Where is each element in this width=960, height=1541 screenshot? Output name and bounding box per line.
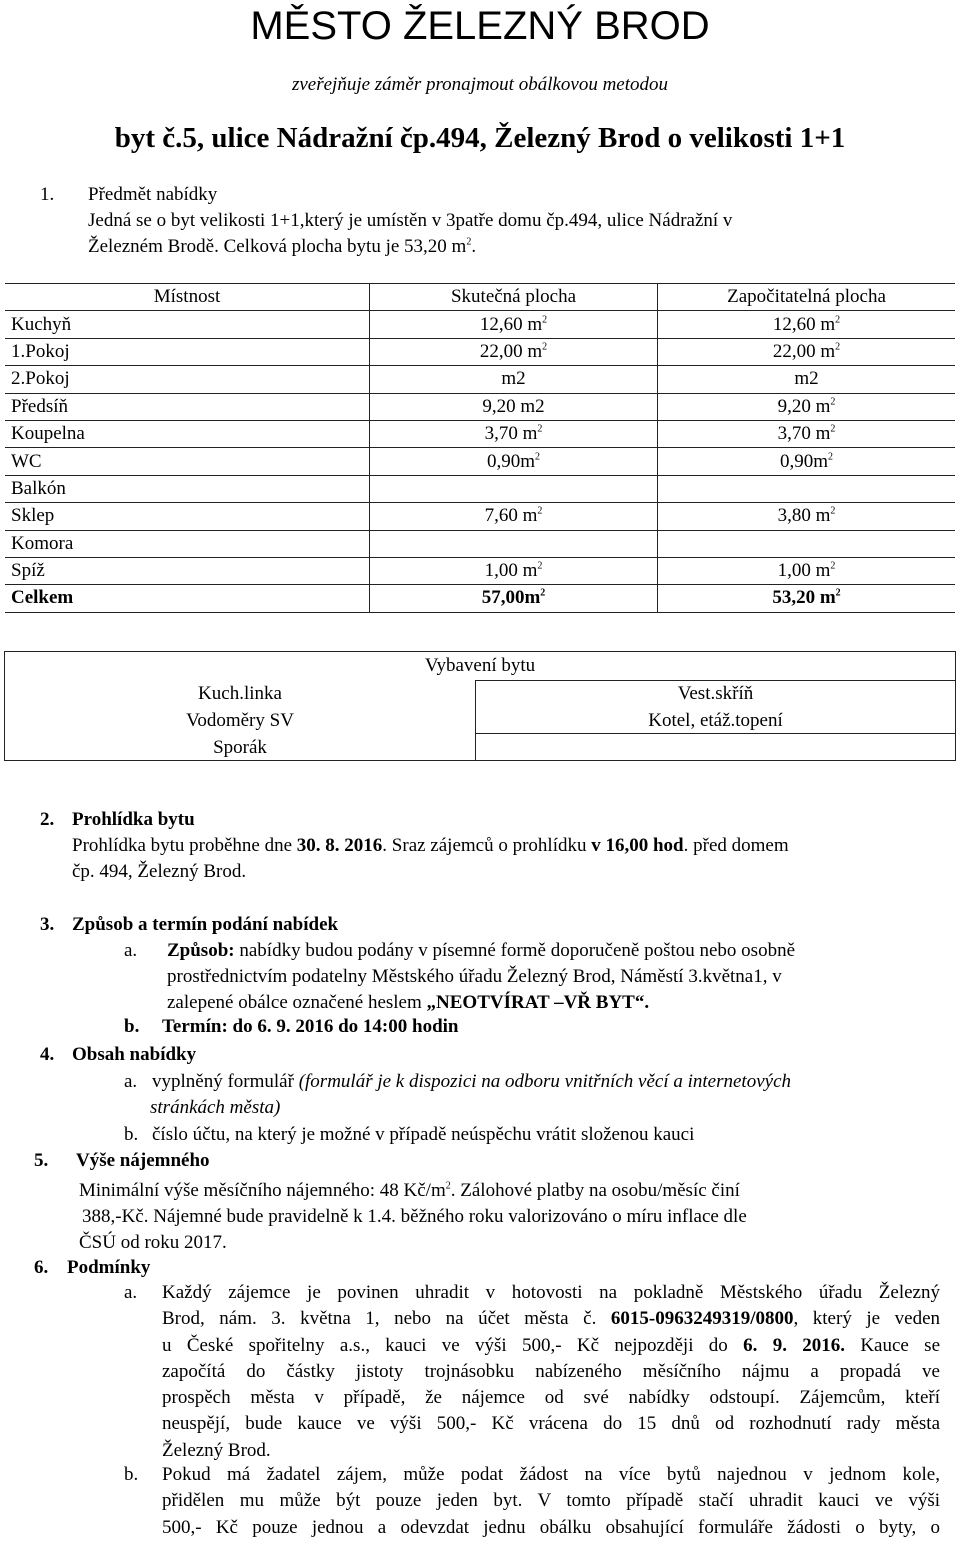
room-real-area-value: 22,00 m (479, 340, 543, 362)
equipment-left-column (5, 680, 476, 760)
equipment-title: Vybavení bytu (424, 655, 536, 676)
equipment-divider (476, 680, 955, 681)
page-title: MĚSTO ŽELEZNÝ BROD (250, 4, 710, 48)
superscript: 2 (535, 451, 541, 463)
section-1-heading: Předmět nabídky (88, 184, 218, 205)
section-3-number: 3. (40, 914, 55, 935)
section-2-number: 2. (40, 809, 55, 830)
room-counted-area (658, 393, 956, 420)
room-real-area-value: m2 (501, 368, 526, 390)
list-marker: a. (124, 940, 138, 961)
superscript: 2 (835, 314, 841, 326)
room-name (5, 420, 370, 447)
room-counted-area-value: 1,00 m (777, 560, 831, 582)
room-counted-area-value: 3,70 m (777, 423, 831, 445)
text: Prohlídka bytu proběhne dne (72, 835, 297, 856)
room-real-area (370, 311, 658, 338)
room-counted-area (658, 448, 956, 475)
room-name (5, 448, 370, 475)
section-6-number: 6. (34, 1257, 49, 1278)
superscript: 2 (830, 423, 836, 435)
page-subtitle: zveřejňuje záměr pronajmout obálkovou metodou (291, 74, 669, 95)
section-5-line1 (79, 1178, 740, 1204)
section-2-line1 (72, 833, 789, 859)
room-real-area-value: 12,60 m (479, 313, 543, 335)
room-name (5, 393, 370, 420)
section-3b-deadline: Termín: do 6. 9. 2016 do 14:00 hodin (162, 1016, 459, 1037)
total-row (5, 585, 955, 612)
room-real-area (370, 338, 658, 365)
text: Kauce se (845, 1334, 940, 1356)
total-label-value: Celkem (11, 587, 74, 609)
room-counted-area (658, 338, 956, 365)
text-line: Pokud má žadatel zájem, může podat žádost na více bytů najednou v jednom kole, (162, 1464, 940, 1485)
total-label (5, 585, 370, 612)
text: , který je veden (793, 1308, 940, 1330)
section-3-heading: Způsob a termín podání nabídek (72, 914, 339, 935)
equipment-item: Sporák (213, 737, 267, 758)
deposit-deadline: 6. 9. 2016. (743, 1334, 846, 1356)
text: nabídky budou podány v písemné formě doporučeně poštou nebo osobně (234, 940, 795, 961)
text-line: 500,- Kč pouze jednou a odevzdat jednu obálku obsahující formuláře žádosti o byty, o (162, 1516, 940, 1538)
room-real-area-value: 9,20 m2 (482, 395, 545, 417)
list-marker: b. (124, 1016, 140, 1037)
room-counted-area-value: 22,00 m (772, 340, 836, 362)
text: Minimální výše měsíčního nájemného: 48 Kč/m (79, 1180, 446, 1201)
room-counted-area-value: 12,60 m (772, 313, 836, 335)
section-4-number: 4. (40, 1044, 55, 1065)
room-real-area-value: 1,00 m (484, 560, 538, 582)
italic-note: (formulář je k dispozici na odboru vnitřních věcí a internetových (298, 1071, 791, 1092)
text: . Zálohové platby na osobu/měsíc činí (450, 1180, 740, 1201)
room-row (5, 338, 955, 365)
superscript: 2 (537, 560, 543, 572)
room-name (5, 530, 370, 557)
room-real-area-value: 3,70 m (484, 423, 538, 445)
list-marker: a. (124, 1282, 138, 1303)
room-real-area (370, 366, 658, 393)
room-row (5, 420, 955, 447)
text-line: přidělen mu může být pouze jeden byt. V tomto případě stačí uhradit kauci ve výši (162, 1490, 940, 1512)
superscript: 2 (537, 423, 543, 435)
room-name-value: 2.Pokoj (11, 368, 70, 390)
room-row (5, 448, 955, 475)
room-row (5, 393, 955, 420)
viewing-date: 30. 8. 2016 (296, 835, 383, 856)
total-counted-area (658, 585, 956, 612)
text: zalepené obálce označené heslem (167, 992, 427, 1013)
superscript: 2 (537, 505, 543, 517)
room-counted-area (658, 557, 956, 584)
equipment-item: Vest.skříň (677, 683, 754, 704)
section-1-number: 1. (40, 184, 55, 205)
superscript: 2 (540, 588, 546, 600)
room-row (5, 557, 955, 584)
equipment-divider (476, 733, 955, 734)
flat-heading: byt č.5, ulice Nádražní čp.494, Železný Brod o velikosti 1+1 (114, 122, 846, 154)
room-name-value: 1.Pokoj (11, 340, 70, 362)
room-name (5, 557, 370, 584)
room-name-value: Kuchyň (11, 313, 72, 335)
equipment-right-column (476, 680, 955, 734)
room-counted-area-value: 3,80 m (777, 505, 831, 527)
equipment-table (4, 651, 956, 761)
superscript: 2 (835, 341, 841, 353)
list-marker: b. (124, 1124, 139, 1145)
room-counted-area (658, 420, 956, 447)
superscript: 2 (830, 560, 836, 572)
room-row (5, 530, 955, 557)
room-counted-area-value: 0,90m (779, 450, 829, 472)
room-name-value: Předsíň (11, 395, 68, 417)
superscript: 2 (445, 1180, 451, 1192)
text-line (162, 1333, 940, 1359)
text-line (162, 1306, 940, 1332)
room-counted-area-value: m2 (794, 368, 819, 390)
section-6-heading: Podmínky (67, 1257, 151, 1278)
section-4a-line1 (152, 1069, 791, 1095)
section-1-line2-end: . (471, 236, 477, 257)
text-line: neuspějí, bude kauce ve výši 500,- Kč vrácena do 15 dnů od rozhodnutí rady města (162, 1413, 940, 1435)
room-name (5, 338, 370, 365)
section-2-heading: Prohlídka bytu (72, 809, 195, 830)
room-counted-area (658, 366, 956, 393)
superscript: 2 (542, 341, 548, 353)
col-header-counted-area: Započitatelná plocha (658, 284, 956, 311)
equipment-item: Kuch.linka (198, 683, 282, 704)
room-real-area-value: 0,90m (486, 450, 536, 472)
room-counted-area (658, 503, 956, 530)
section-1-line2 (88, 234, 476, 260)
account-number: 6015-0963249319/0800 (610, 1308, 794, 1330)
envelope-password: „NEOTVÍRAT –VŘ BYT“. (426, 992, 650, 1013)
rooms-table-header (5, 284, 955, 311)
superscript: 2 (828, 451, 834, 463)
section-3a-line3 (167, 990, 649, 1016)
room-real-area (370, 420, 658, 447)
room-real-area (370, 448, 658, 475)
room-real-area (370, 503, 658, 530)
list-marker: a. (124, 1071, 138, 1092)
room-name (5, 366, 370, 393)
section-3a-line1 (167, 938, 795, 964)
section-4-heading: Obsah nabídky (72, 1044, 197, 1065)
room-name (5, 311, 370, 338)
col-header-real-area: Skutečná plocha (370, 284, 658, 311)
viewing-time: v 16,00 hod (591, 835, 684, 856)
superscript: 2 (830, 505, 836, 517)
superscript: 2 (835, 588, 841, 600)
section-6b-paragraph (162, 1462, 940, 1541)
room-counted-area-value: 9,20 m (777, 395, 831, 417)
room-row (5, 366, 955, 393)
text: u České spořitelny a.s., kauci ve výši 500,- Kč nejpozději do (162, 1334, 744, 1356)
section-2-line2: čp. 494, Železný Brod. (72, 861, 247, 882)
superscript: 2 (542, 314, 548, 326)
total-real-area (370, 585, 658, 612)
room-real-area-value: 7,60 m (484, 505, 538, 527)
text: Brod, nám. 3. května 1, nebo na účet města č. (162, 1308, 611, 1330)
section-5-number: 5. (34, 1150, 49, 1171)
superscript: 2 (466, 236, 472, 248)
text: . Sraz zájemců o prohlídku (382, 835, 592, 856)
equipment-item: Kotel, etáž.topení (648, 710, 783, 731)
room-counted-area (658, 475, 956, 502)
section-1-line1: Jedná se o byt velikosti 1+1,který je umístěn v 3patře domu čp.494, ulice Nádražní v (88, 210, 733, 231)
total-counted-area-value: 53,20 m (772, 587, 836, 609)
room-real-area (370, 475, 658, 502)
section-4a-line2: stránkách města) (150, 1097, 281, 1118)
room-name (5, 503, 370, 530)
room-counted-area (658, 530, 956, 557)
room-name-value: Balkón (11, 477, 66, 499)
section-1-line2-text: Železném Brodě. Celková plocha bytu je 53,20 m (88, 236, 467, 257)
text-line: Každý zájemce je povinen uhradit v hotovosti na pokladně Městského úřadu Železný (162, 1282, 940, 1303)
text: . před domem (683, 835, 789, 856)
room-row (5, 311, 955, 338)
section-5-line2: 388,-Kč. Nájemné bude pravidelně k 1.4. běžného roku valorizováno o míru inflace dle (82, 1206, 747, 1227)
text-line: Železný Brod. (162, 1439, 271, 1461)
room-real-area (370, 557, 658, 584)
room-real-area (370, 530, 658, 557)
section-3a-line2: prostřednictvím podatelny Městského úřadu Železný Brod, Náměstí 3.května1, v (167, 966, 782, 987)
text-line: započítá do částky jistoty trojnásobku nabízeného měsíčního nájmu a propadá ve (162, 1360, 940, 1382)
section-5-heading: Výše nájemného (76, 1150, 210, 1171)
room-name-value: Sklep (11, 505, 55, 527)
room-name-value: Koupelna (11, 423, 85, 445)
room-name (5, 475, 370, 502)
room-name-value: Spíž (11, 560, 45, 582)
text-line: prospěch města v případě, že nájemce od své nabídky odstoupí. Zájemcům, kteří (162, 1387, 940, 1409)
room-name-value: Komora (11, 532, 74, 554)
section-5-line3: ČSÚ od roku 2017. (79, 1232, 227, 1253)
room-row (5, 475, 955, 502)
col-header-room: Místnost (5, 284, 370, 311)
list-marker: b. (124, 1464, 139, 1485)
rooms-table (5, 283, 955, 613)
section-4b-line: číslo účtu, na který je možné v případě neúspěchu vrátit složenou kauci (152, 1124, 695, 1145)
text: vyplněný formulář (152, 1071, 299, 1092)
equipment-item: Vodoměry SV (186, 710, 294, 731)
section-6a-paragraph (162, 1280, 940, 1464)
room-real-area (370, 393, 658, 420)
room-name-value: WC (11, 450, 42, 472)
room-counted-area (658, 311, 956, 338)
superscript: 2 (830, 396, 836, 408)
total-real-area-value: 57,00m (481, 587, 541, 609)
room-row (5, 503, 955, 530)
method-label: Způsob: (167, 940, 235, 961)
